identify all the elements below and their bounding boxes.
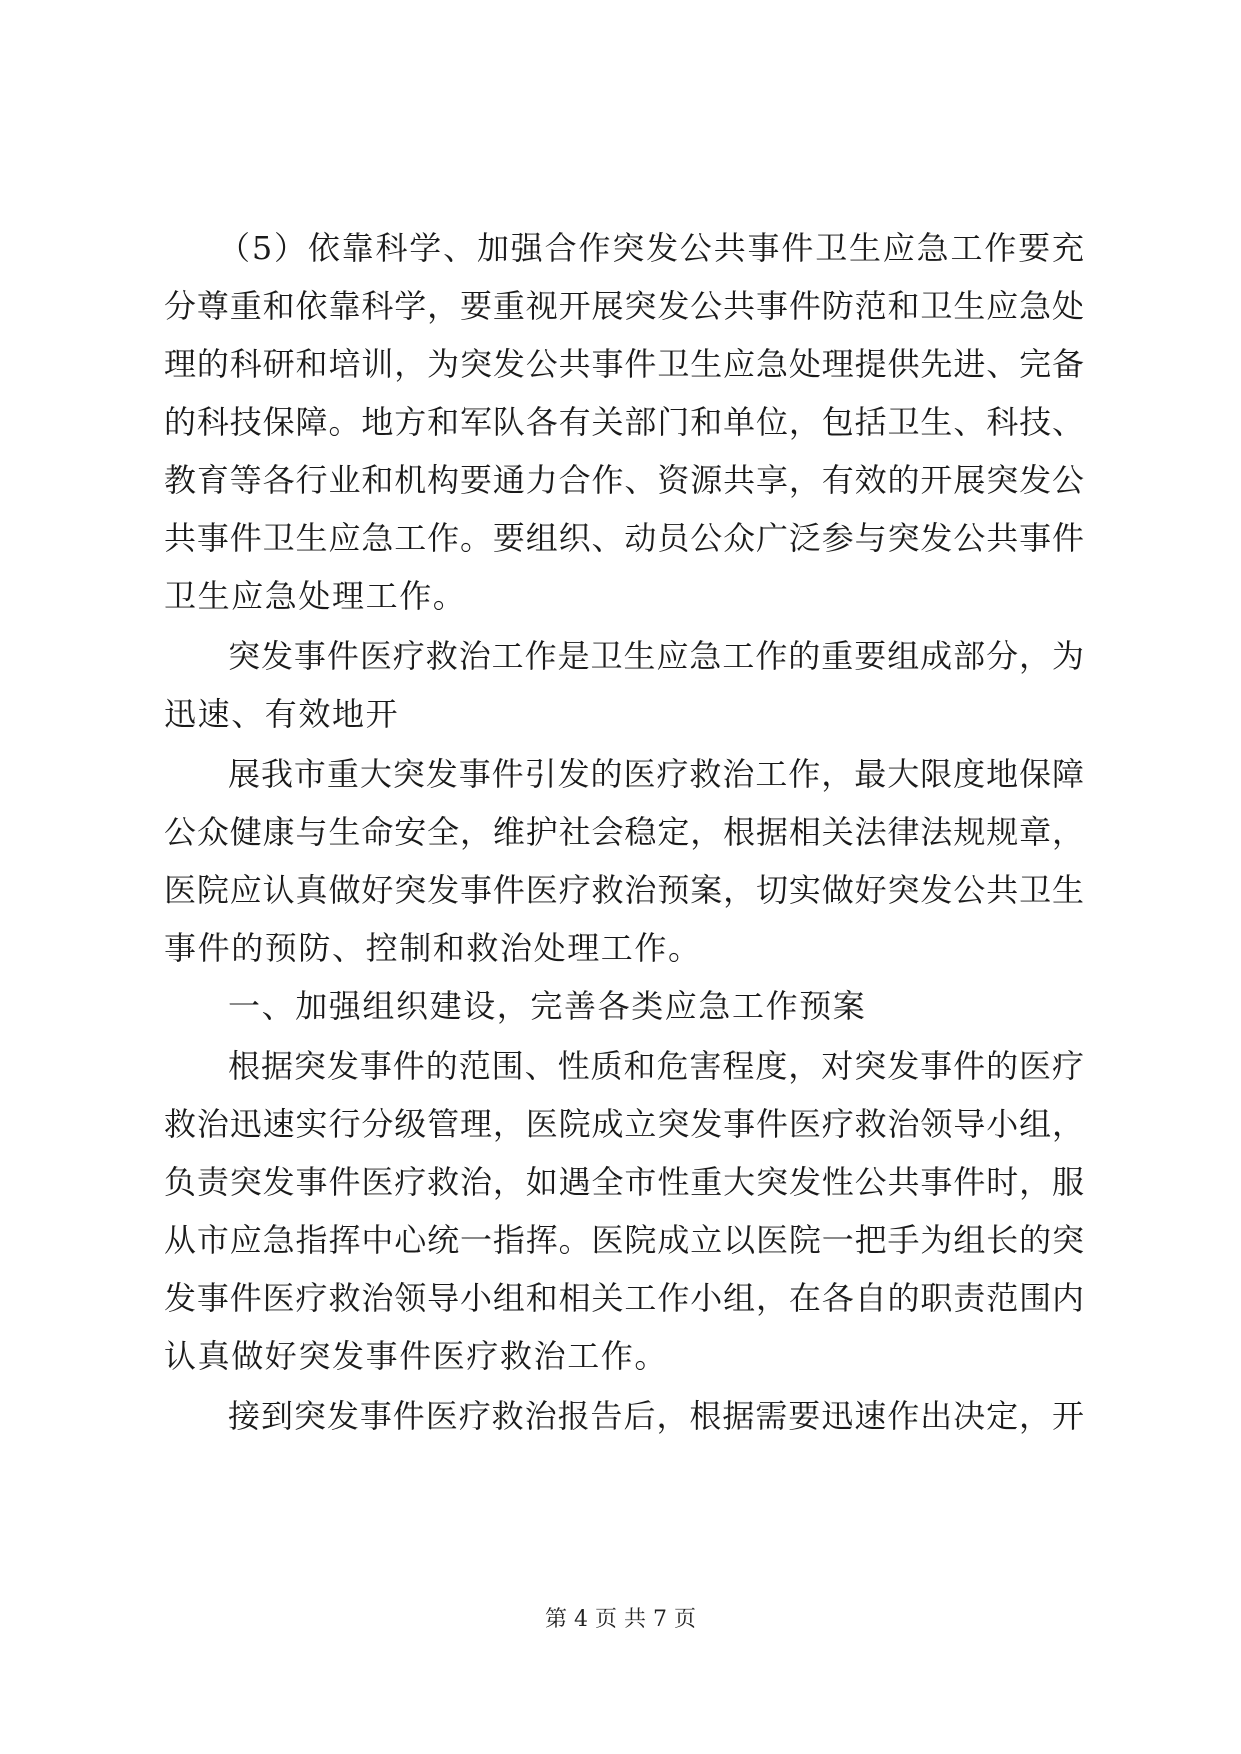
text-line: 突发事件医疗救治工作是卫生应急工作的重要组成部分，为 [228, 637, 1084, 675]
text-line: 根据突发事件的范围、性质和危害程度，对突发事件的医疗 [228, 1047, 1084, 1085]
page-footer: 第 4 页 共 7 页 [545, 1607, 696, 1632]
text-line: 负责突发事件医疗救治，如遇全市性重大突发性公共事件时，服 [164, 1163, 1084, 1201]
text-line: 教育等各行业和机构要通力合作、资源共享，有效的开展突发公 [164, 461, 1084, 499]
text-line: 医院应认真做好突发事件医疗救治预案，切实做好突发公共卫生 [164, 871, 1084, 909]
section-heading: 一、加强组织建设，完善各类应急工作预案 [228, 987, 867, 1025]
text-line: 公众健康与生命安全，维护社会稳定，根据相关法律法规规章， [164, 813, 1084, 851]
text-line: 展我市重大突发事件引发的医疗救治工作，最大限度地保障 [228, 755, 1084, 793]
text-line: 共事件卫生应急工作。要组织、动员公众广泛参与突发公共事件 [164, 519, 1084, 557]
text-line: 迅速、有效地开 [164, 695, 400, 733]
text-line: 卫生应急处理工作。 [164, 577, 467, 615]
text-line: （5）依靠科学、加强合作突发公共事件卫生应急工作要充 [218, 229, 1084, 267]
text-line: 接到突发事件医疗救治报告后，根据需要迅速作出决定，开 [228, 1397, 1084, 1435]
text-line: 发事件医疗救治领导小组和相关工作小组，在各自的职责范围内 [164, 1279, 1084, 1317]
text-line: 理的科研和培训，为突发公共事件卫生应急处理提供先进、完备 [164, 345, 1084, 383]
text-line: 事件的预防、控制和救治处理工作。 [164, 929, 702, 967]
text-line: 认真做好突发事件医疗救治工作。 [164, 1337, 669, 1375]
text-line: 分尊重和依靠科学，要重视开展突发公共事件防范和卫生应急处 [164, 287, 1084, 325]
text-line: 从市应急指挥中心统一指挥。医院成立以医院一把手为组长的突 [164, 1221, 1084, 1259]
text-line: 的科技保障。地方和军队各有关部门和单位，包括卫生、科技、 [164, 403, 1084, 441]
text-line: 救治迅速实行分级管理，医院成立突发事件医疗救治领导小组， [164, 1105, 1084, 1143]
